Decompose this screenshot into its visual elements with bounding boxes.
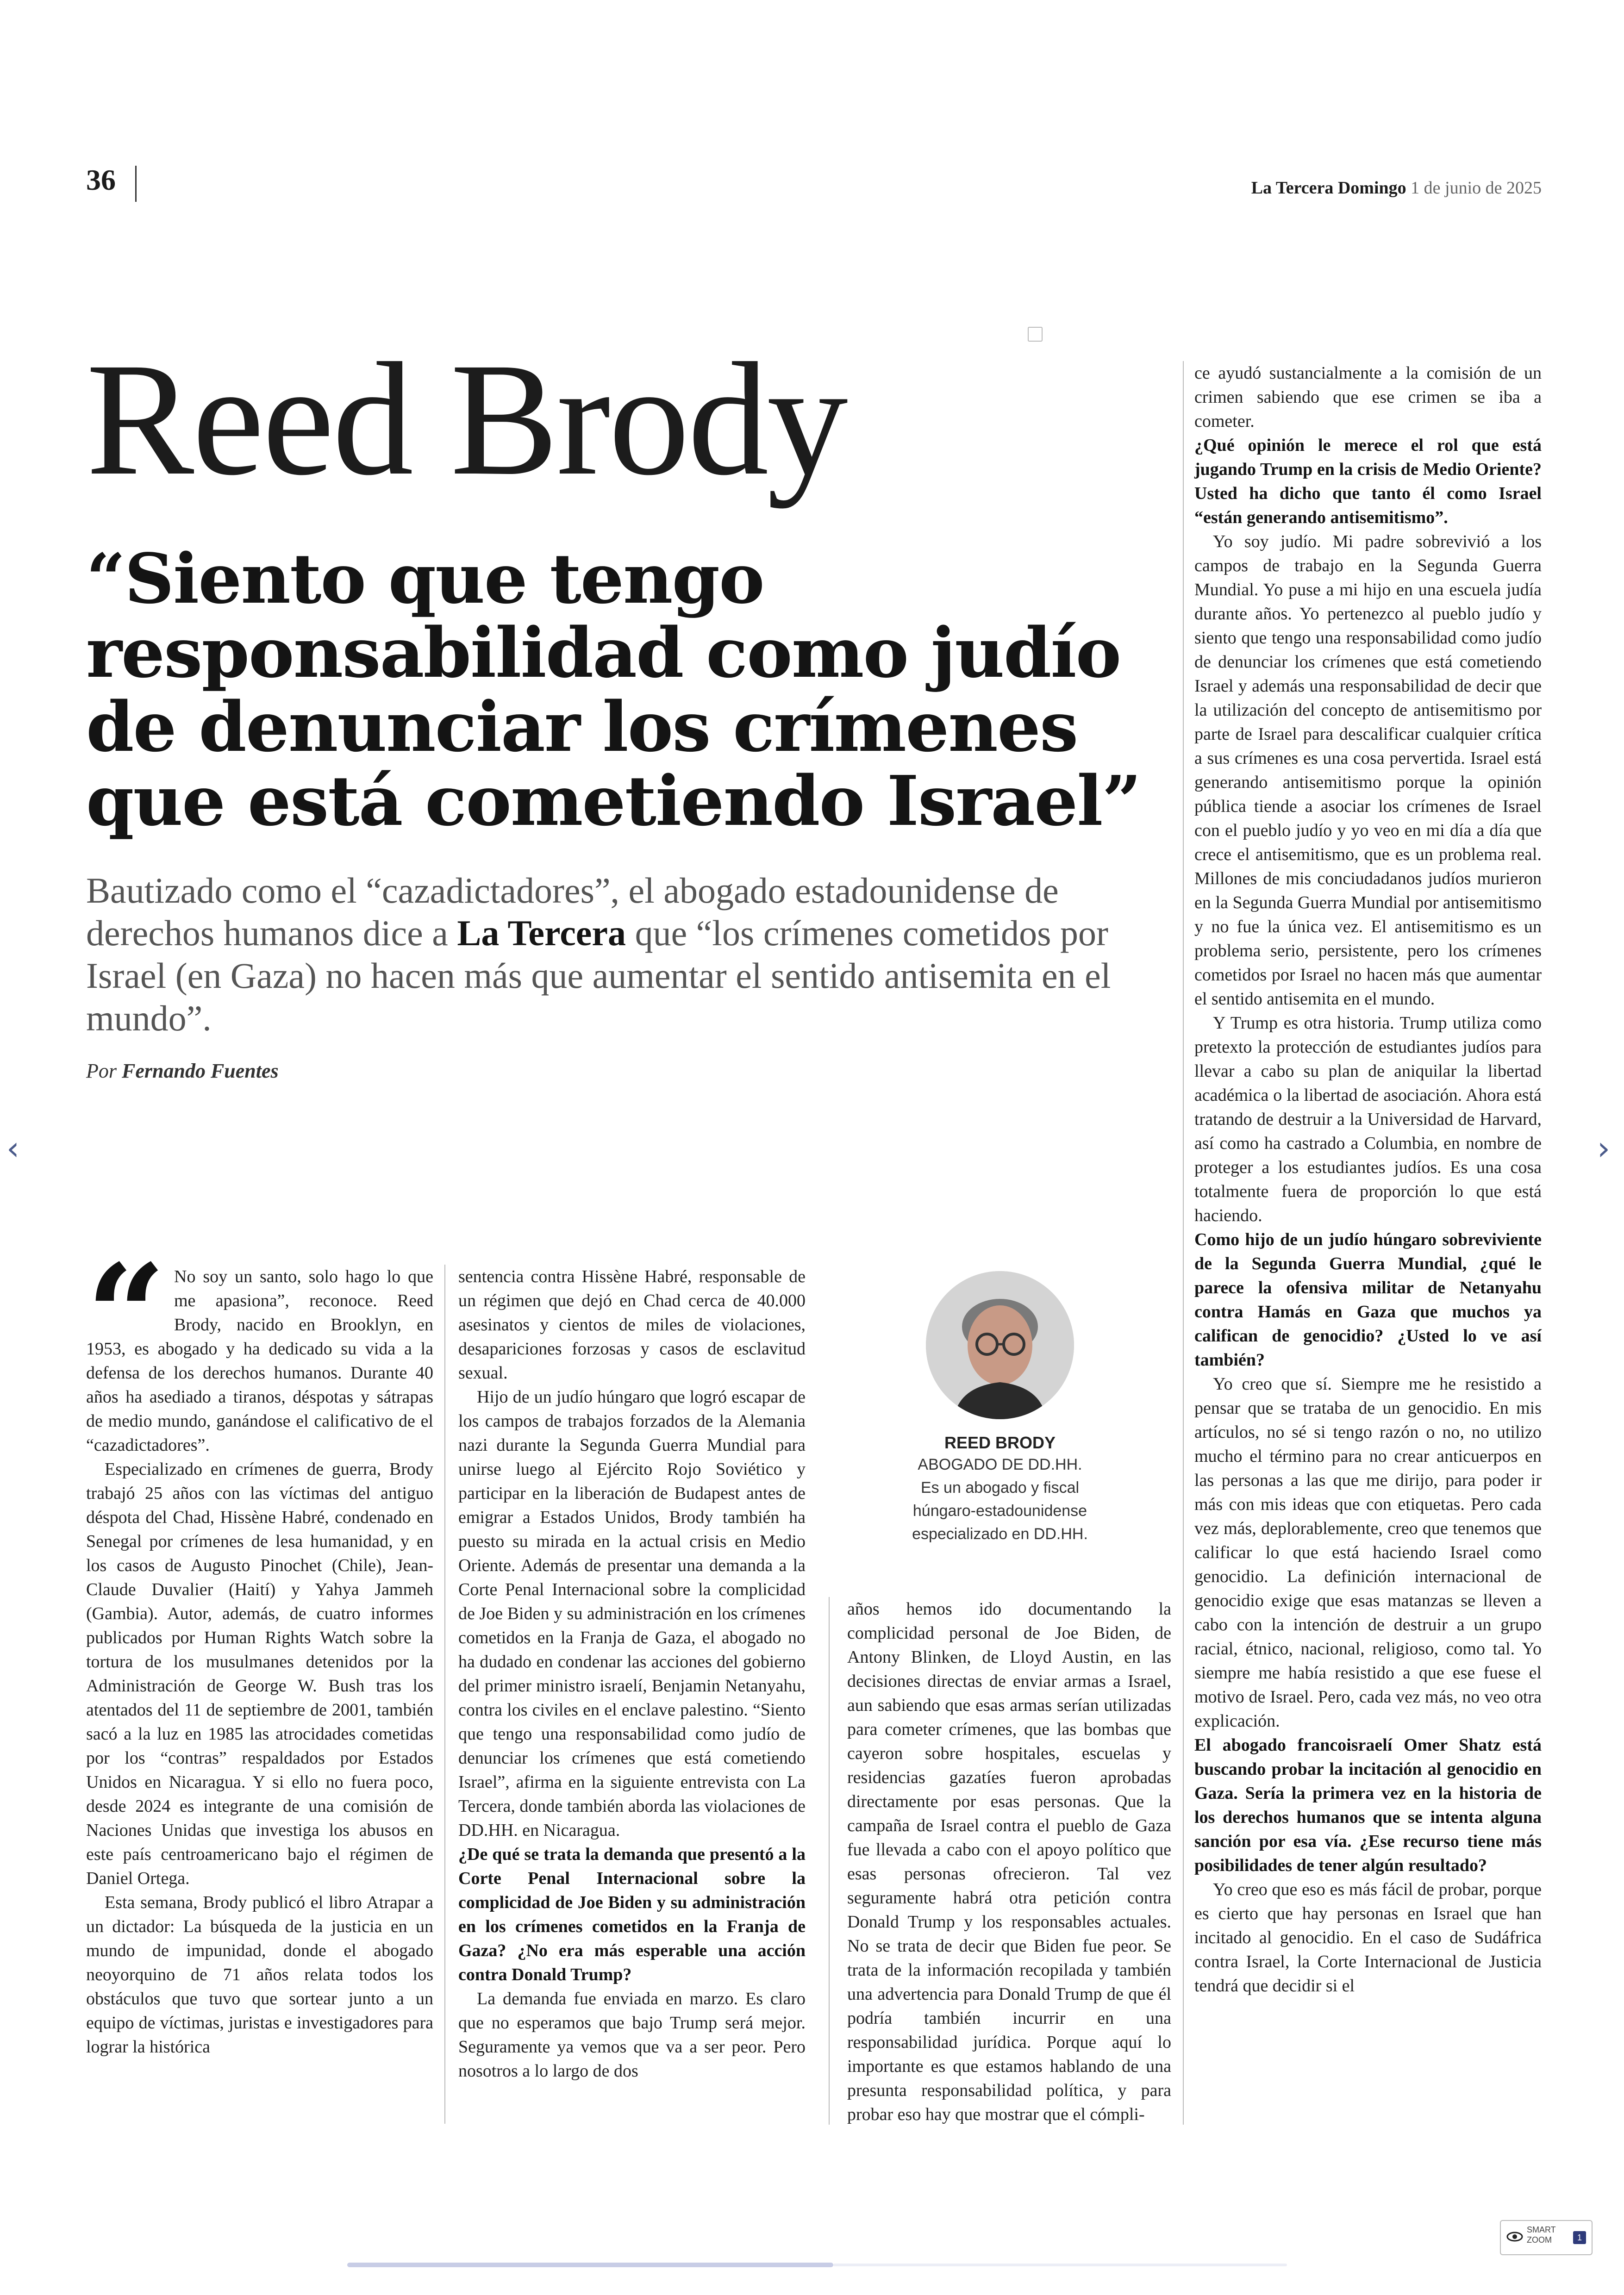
note-icon[interactable] bbox=[1028, 327, 1043, 342]
byline bbox=[86, 1059, 279, 1083]
paragraph: Y Trump es otra historia. Trump utiliza como pretexto la protección de estudiantes judíos para llevar a cabo su plan de aniquilar la libertad académica o la libertad de asociación. Ahora está tratando de destruir a la Universidad de Harvard, así como ha castrado a Columbia, en nombre de proteger a los estudiantes judíos. Es una cosa totalmente fuera de proporción lo que está haciendo. bbox=[1194, 1013, 1542, 1225]
interview-question: ¿Qué opinión le merece el rol que está jugando Trump en la crisis de Medio Oriente? Usted ha dicho que tanto él como Israel “están generando antisemitismo”. bbox=[1194, 436, 1542, 527]
interview-question: El abogado francoisraelí Omer Shatz está buscando probar la incitación al genocidio en Gaza. Sería la primera vez en la historia de los derechos humanos que se intenta alguna sanción por esa vía. ¿Ese recurso tiene más posibilidades de tener algún resultado? bbox=[1194, 1735, 1542, 1875]
eye-icon bbox=[1505, 2227, 1524, 2246]
column-divider bbox=[444, 1265, 445, 2124]
byline-prefix: Por bbox=[86, 1060, 122, 1082]
prev-page-button[interactable]: ‹ bbox=[6, 1129, 19, 1167]
paragraph: Especializado en crímenes de guerra, Brody trabajó 25 años con las víctimas del antiguo déspota del Chad, Hissène Habré, condenado en Senegal por crímenes de lesa humanidad, y en los casos de Augusto Pinochet (Chile), Jean-Claude Duvalier (Haití) y Yahya Jammeh (Gambia). Autor, además, de cuatro informes publicados por Human Rights Watch sobre la tortura de los musulmanes detenidos por la Administración de George W. Bush tras los atentados del 11 de septiembre de 2001, también sacó a la luz en 1985 las atrocidades cometidas por los “contras” respaldados por Estados Unidos en Nicaragua. Y si ello no fuera poco, desde 2024 es integrante de una comisión de Naciones Unidas que investiga los abusos en este país centroamericano bajo el régimen de Daniel Ortega. bbox=[86, 1459, 433, 1888]
paragraph: No soy un santo, solo hago lo que me apasiona”, reconoce. Reed Brody, nacido en Brooklyn, en 1953, es abogado y ha dedicado su vida a la defensa de los derechos humanos. Durante 40 años ha asediado a tiranos, déspotas y sátrapas de medio mundo, ganándose el calificativo de el “cazadictadores”. bbox=[86, 1267, 433, 1455]
paragraph: ce ayudó sustancialmente a la comisión de un crimen sabiendo que ese crimen se iba a cometer. bbox=[1194, 363, 1542, 431]
article-column-4 bbox=[1194, 361, 1542, 1998]
page-number: 36 bbox=[86, 163, 116, 196]
smart-zoom-button[interactable] bbox=[1500, 2220, 1593, 2255]
drop-quote bbox=[86, 1234, 174, 1397]
interview-question: ¿De qué se trata la demanda que presentó a la Corte Penal Internacional sobre la complicidad de Joe Biden y su administración en los crímenes cometidos en la Franja de Gaza? ¿No era más esperable una acción contra Donald Trump? bbox=[458, 1845, 806, 1984]
caption-line: especializado en DD.HH. bbox=[912, 1525, 1088, 1543]
interview-question: Como hijo de un judío húngaro sobreviviente de la Segunda Guerra Mundial, ¿qué le parece la ofensiva militar de Netanyahu contra Hamás en Gaza que muchos ya califican de genocidio? ¿Usted lo ve así también? bbox=[1194, 1230, 1542, 1370]
smart-zoom-label-1: SMART bbox=[1527, 2225, 1556, 2234]
portrait-photo bbox=[926, 1271, 1074, 1419]
paragraph: Yo creo que eso es más fácil de probar, porque es cierto que hay personas en Israel que han incitado al genocidio. En el caso de Sudáfrica contra Israel, la Corte Internacional de Justicia tendrá que decidir si el bbox=[1194, 1880, 1542, 1996]
caption-title: ABOGADO DE DD.HH. bbox=[918, 1456, 1082, 1473]
caption-line: Es un abogado y fiscal bbox=[920, 1479, 1080, 1497]
caption-name: REED BRODY bbox=[944, 1433, 1056, 1452]
dek-post: que “los crímenes cometidos por Israel (en Gaza) no hacen más que aumentar el sentido antisemita en el mundo”. bbox=[86, 913, 1111, 1038]
paragraph: Yo soy judío. Mi padre sobrevivió a los campos de trabajo en la Segunda Guerra Mundial. Yo puse a mi hijo en una escuela judía durante años. Yo pertenezco al pueblo judío y siento que tengo una responsabilidad como judío de denunciar los crímenes que está cometiendo Israel y además una responsabilidad de decir que la utilización del concepto de antisemitismo por parte de Israel para descalificar cualquier crítica a sus crímenes es una cosa pervertida. Israel está generando antisemitismo porque la opinión pública tiende a asociar los crímenes de Israel con el pueblo judío y yo veo en mi día a día que crece el antisemitismo, que es un problema real. Millones de mis conciudadanos judíos murieron en la Segunda Guerra Mundial por antisemitismo y no fue la única vez. El antisemitismo es un problema serio, persistente, pero los crímenes cometidos por Israel no hacen más que aumentar el sentido antisemita en el mundo. bbox=[1194, 532, 1542, 1009]
reading-progress-bar[interactable] bbox=[347, 2263, 833, 2267]
dek-pre: Bautizado como el “cazadictadores”, el abogado estadounidense de derechos humanos dice a bbox=[86, 870, 1059, 953]
paragraph: sentencia contra Hissène Habré, responsable de un régimen que dejó en Chad cerca de 40.000 asesinatos y cientos de miles de violaciones, desapariciones forzosas y casos de esclavitud sexual. bbox=[458, 1267, 806, 1383]
smart-zoom-label bbox=[1527, 2225, 1556, 2245]
smart-zoom-label-2: ZOOM bbox=[1527, 2235, 1552, 2245]
headline: “Siento que tengo responsabilidad como judío de denunciar los crímenes que está cometiendo Israel” bbox=[86, 538, 1141, 841]
interviewee-name: Reed Brody bbox=[86, 329, 846, 509]
article-column-2 bbox=[458, 1265, 806, 2083]
publication-line bbox=[1251, 178, 1542, 198]
paragraph: años hemos ido documentando la complicidad personal de Joe Biden, de Antony Blinken, de Lloyd Austin, en las decisiones directas de enviar armas a Israel, aun sabiendo que esas armas serían utilizadas para cometer crímenes, que las bombas que cayeron sobre hospitales, escuelas y residencias gazatíes fueron aprobadas directamente por esas personas. Que la campaña de Israel contra el pueblo de Gaza fue llevada a cabo con el apoyo político que esas personas ofrecieron. Tal vez seguramente habrá otra petición contra Donald Trump y los responsables actuales. No se trata de decir que Biden fue peor. Se trata de la información recopilada y también una advertencia para Donald Trump de que él podría también incurrir en una responsabilidad jurídica. Porque aquí lo importante es que estamos hablando de una presunta responsabilidad política, y para probar eso hay que mostrar que el cómpli- bbox=[847, 1599, 1171, 2124]
page-number-divider bbox=[135, 166, 137, 202]
next-page-button[interactable]: › bbox=[1597, 1129, 1610, 1167]
article-column-1 bbox=[86, 1234, 433, 2059]
publication-name: La Tercera Domingo bbox=[1251, 178, 1406, 198]
column-divider bbox=[829, 1597, 830, 2125]
column-divider bbox=[1183, 361, 1184, 2125]
article-column-3 bbox=[847, 1597, 1171, 2127]
zoom-page-badge: 1 bbox=[1573, 2231, 1586, 2244]
paragraph: Yo creo que sí. Siempre me he resistido a pensar que se trataba de un genocidio. En mis artículos, no sé si tengo razón o no, no utilizo mucho el término para no crear anticuerpos en las personas a las que me dirijo, para poder ir más con mis ideas que con etiquetas. Pero cada vez más, deplorablemente, creo que tenemos que calificar lo que está haciendo Israel como genocidio. La definición internacional de genocidio exige que esas matanzas se lleven a cabo con la intención de destruir a un grupo racial, étnico, nacional, religioso, como tal. Yo siempre me había resistido a que ese fuese el motivo de Israel. Pero, cada vez más, no veo otra explicación. bbox=[1194, 1374, 1542, 1731]
caption-line: húngaro-estadounidense bbox=[912, 1502, 1087, 1520]
progress-track bbox=[833, 2264, 1287, 2266]
byline-author: Fernando Fuentes bbox=[122, 1060, 279, 1082]
portrait-illustration bbox=[926, 1271, 1074, 1419]
paragraph: La demanda fue enviada en marzo. Es claro que no esperamos que bajo Trump será mejor. Seguramente ya vemos que va a ser peor. Pero nosotros a lo largo de dos bbox=[458, 1989, 806, 2081]
publication-date: 1 de junio de 2025 bbox=[1411, 178, 1542, 198]
dek-brand: La Tercera bbox=[457, 913, 626, 953]
drop-quote-mark: “ bbox=[86, 1234, 166, 1397]
paragraph: Esta semana, Brody publicó el libro Atrapar a un dictador: La búsqueda de la justicia en un mundo de impunidad, donde el abogado neoyorquino de 71 años relata todos los obstáculos que tuvo que sortear junto a un equipo de víctimas, juristas e investigadores para lograr la histórica bbox=[86, 1893, 433, 2057]
dek bbox=[86, 869, 1151, 1040]
paragraph: Hijo de un judío húngaro que logró escapar de los campos de trabajos forzados de la Alemania nazi durante la Segunda Guerra Mundial para unirse luego al Ejército Rojo Soviético y participar en la liberación de Budapest antes de emigrar a Estados Unidos, Brody también ha puesto su mirada en la actual crisis en Medio Oriente. Además de presentar una demanda a la Corte Penal Internacional sobre la complicidad de Joe Biden y su administración en los crímenes cometidos en la Franja de Gaza, el abogado no ha dudado en condenar las acciones del gobierno del primer ministro israelí, Benjamin Netanyahu, contra los civiles en el enclave palestino. “Siento que tengo una responsabilidad como judío de denunciar los crímenes que está cometiendo Israel”, afirma en la siguiente entrevista con La Tercera, donde también aborda las violaciones de DD.HH. en Nicaragua. bbox=[458, 1387, 806, 1840]
